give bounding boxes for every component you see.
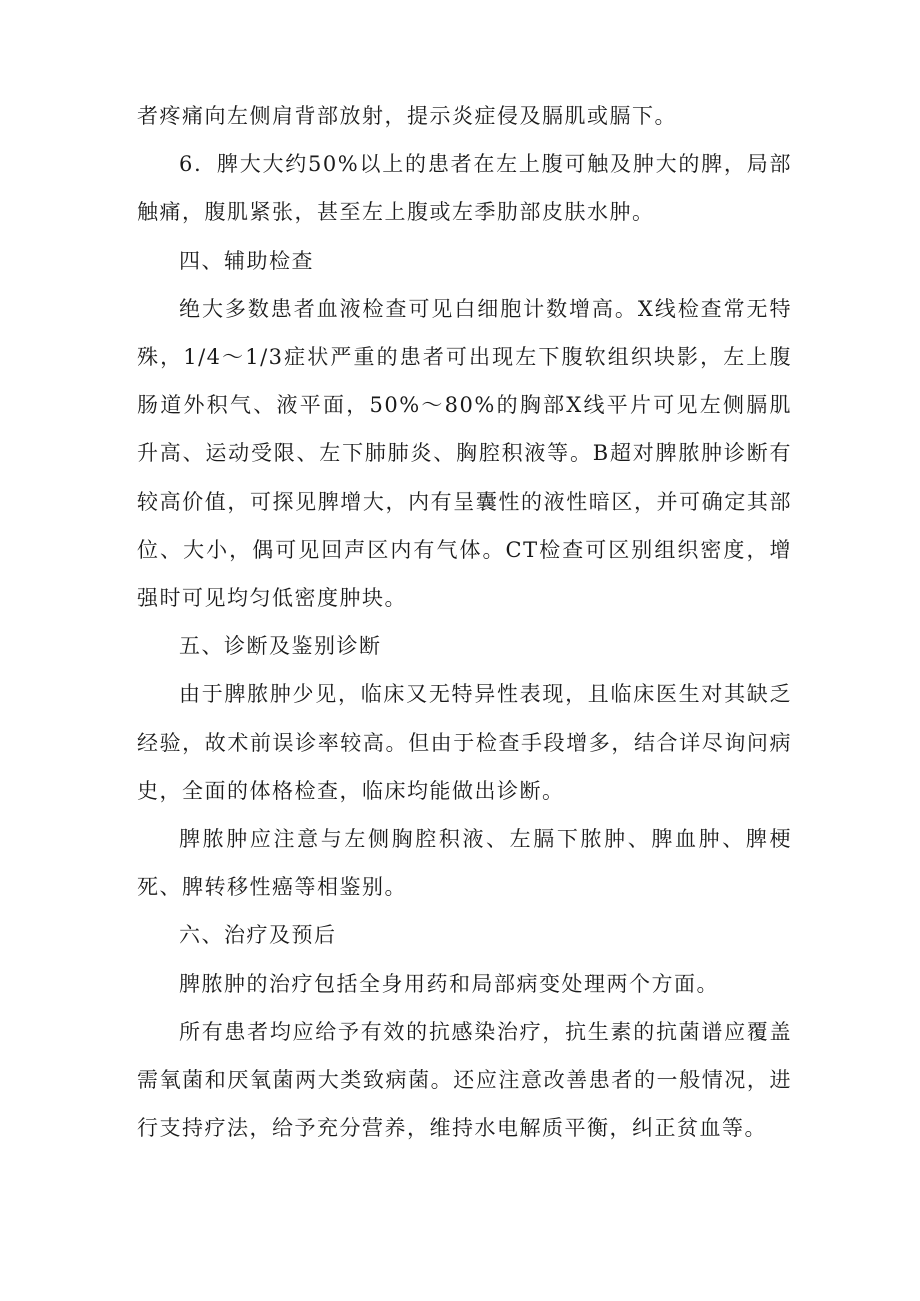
paragraph-differential-diagnosis: 脾脓肿应注意与左侧胸腔积液、左膈下脓肿、脾血肿、脾梗死、脾转移性癌等相鉴别。 <box>137 827 792 900</box>
paragraph-diagnosis: 由于脾脓肿少见，临床又无特异性表现，且临床医生对其缺乏经验，故术前误诊率较高。但由于检查手段增多，结合详尽询问病史，全面的体格检查，临床均能做出诊断。 <box>137 682 792 803</box>
document-body <box>137 92 792 1152</box>
paragraph-item-6: 6．脾大大约50%以上的患者在左上腹可触及肿大的脾，局部触痛，腹肌紧张，甚至左上腹或左季肋部皮肤水肿。 <box>137 152 792 225</box>
section-heading-diagnosis: 五、诊断及鉴别诊断 <box>179 634 382 659</box>
paragraph-treatment-antibiotics: 所有患者均应给予有效的抗感染治疗，抗生素的抗菌谱应覆盖需氧菌和厌氧菌两大类致病菌。还应注意改善患者的一般情况，进行支持疗法，给予充分营养，维持水电解质平衡，纠正贫血等。 <box>137 1019 792 1141</box>
paragraph-auxiliary-exam: 绝大多数患者血液检查可见白细胞计数增高。X线检查常无特殊，1/4～1/3症状严重的患者可出现左下腹软组织块影，左上腹肠道外积气、液平面，50%～80%的胸部X线平片可见左侧膈肌升高、运动受限、左下肺肺炎、胸腔积液等。B超对脾脓肿诊断有较高价值，可探见脾增大，内有呈囊性的液性暗区，并可确定其部位、大小，偶可见回声区内有气体。CT检查可区别组织密度，增强时可见均匀低密度肿块。 <box>137 296 792 611</box>
paragraph-treatment-overview: 脾脓肿的治疗包括全身用药和局部病变处理两个方面。 <box>179 971 719 996</box>
section-heading-treatment: 六、治疗及预后 <box>179 923 337 948</box>
paragraph-continuation: 者疼痛向左侧肩背部放射，提示炎症侵及膈肌或膈下。 <box>137 104 677 128</box>
section-heading-auxiliary-exam: 四、辅助检查 <box>179 248 314 273</box>
